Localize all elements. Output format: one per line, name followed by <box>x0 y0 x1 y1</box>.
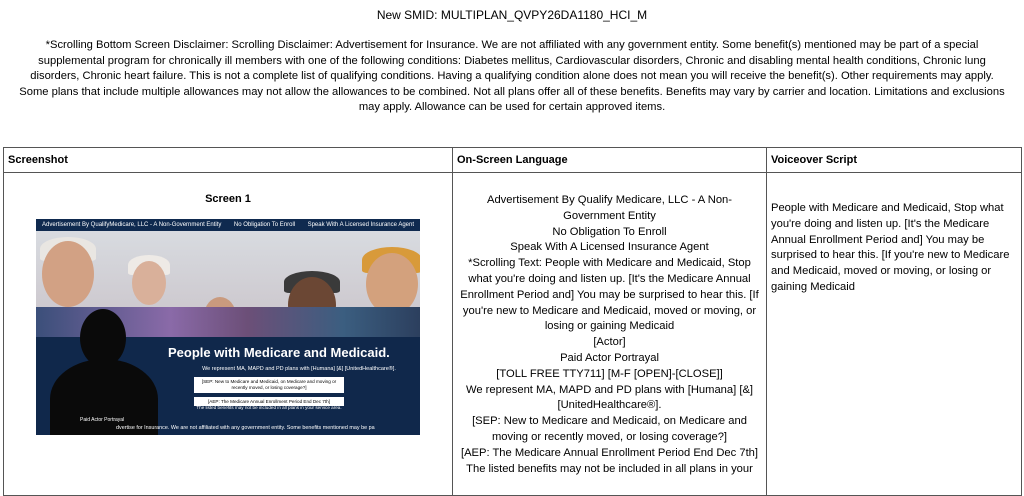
smid-title: New SMID: MULTIPLAN_QVPY26DA1180_HCI_M <box>376 8 648 22</box>
onscreen-line: No Obligation To Enroll <box>552 225 667 238</box>
onscreen-line: [Actor] <box>593 336 626 349</box>
onscreen-line: *Scrolling Text: People with Medicare and Medicaid, Stop what you're doing and listen up. [It's the Medicare Annual Enrollment Period and] You may be surprised to hear this. [If you're new to Medicare and Medicaid, moved or moving, or losing or gaining Medicaid <box>460 257 759 333</box>
screenshot-cell <box>4 173 453 496</box>
onscreen-language-cell <box>453 173 767 496</box>
thumbnail-topbar <box>36 219 420 231</box>
onscreen-line: Advertisement By Qualify Medicare, LLC - A Non-Government Entity <box>487 194 732 222</box>
scrolling-disclaimer: *Scrolling Bottom Screen Disclaimer: Scrolling Disclaimer: Advertisement for Insurance. We are not affiliated with any government entity. Some benefit(s) mentioned may be part of a special supplemental program for chronically ill members with one of the following conditions: Diabetes mellitus, Cardiovascular disorders, Chronic and disabling mental health conditions, Chronic lung disorders, Chronic heart failure. This is not a complete list of qualifying conditions. Having a qualifying condition alone does not mean you will receive the benefit(s). Other requirements may apply. Some plans that include multiple allowances may not allow the allowances to be combined. Not all plans offer all of these benefits. Benefits may vary by carrier and location. Limitations and exclusions may apply. Allowance can be used for certain approved items. <box>19 39 1005 113</box>
column-header-onscreen-language: On-Screen Language <box>453 148 767 173</box>
thumbnail-aep-box: [AEP: The Medicare Annual Enrollment Period End Dec 7th] <box>194 397 344 406</box>
silhouette-body <box>50 359 158 435</box>
voiceover-cell <box>767 173 1022 496</box>
thumbnail-headline: People with Medicare and Medicaid. <box>168 345 390 360</box>
onscreen-line: [AEP: The Medicare Annual Enrollment Period End Dec 7th] <box>460 446 759 459</box>
onscreen-line: Speak With A Licensed Insurance Agent <box>510 241 709 254</box>
onscreen-language <box>453 173 766 477</box>
topbar-left-text: Advertisement By QualifyMedicare, LLC - A Non-Government Entity <box>42 222 222 228</box>
voiceover-script: People with Medicare and Medicaid, Stop what you're doing and listen up. [It's the Medicare Annual Enrollment Period and] You may be surprised to hear this. [If you're new to Medicare and Medicaid, moved or moving, or losing or gaining Medicaid <box>771 202 1010 293</box>
topbar-right-text: Speak With A Licensed Insurance Agent <box>307 222 414 228</box>
person-face <box>132 261 166 305</box>
person-face <box>42 241 94 307</box>
thumbnail-sep-box: [SEP: New to Medicare and Medicaid, on Medicare and moving or recently moved, or losing coverage?] <box>194 377 344 393</box>
thumbnail-benefits-text: The listed benefits may not be included in all plans in your service area. <box>196 405 342 410</box>
onscreen-line: We represent MA, MAPD and PD plans with [Humana] [&] [UnitedHealthcare®]. <box>465 383 754 412</box>
column-header-screenshot: Screenshot <box>4 148 453 173</box>
thumbnail-ticker: dvertise for Insurance. We are not affiliated with any government entity. Some benefits mentioned may be pa <box>116 425 375 431</box>
screen-title: Screen 1 <box>205 193 251 205</box>
onscreen-line: [TOLL FREE TTY711] [M-F [OPEN]-[CLOSE]] <box>496 367 723 380</box>
onscreen-line: Paid Actor Portrayal <box>560 351 659 364</box>
topbar-center-text: No Obligation To Enroll <box>233 222 296 228</box>
table-header-row <box>4 148 1022 173</box>
thumbnail-actor-label: Paid Actor Portrayal <box>80 417 125 423</box>
storyboard-table <box>3 147 1022 496</box>
column-header-voiceover: Voiceover Script <box>767 148 1022 173</box>
onscreen-line: [SEP: New to Medicare and Medicaid, on Medicare and moving or recently moved, or losing coverage?] <box>472 415 747 443</box>
ad-screenshot-thumbnail <box>36 219 420 435</box>
person-face <box>366 253 418 315</box>
onscreen-line: The listed benefits may not be included in all plans in your <box>466 462 753 475</box>
table-row <box>4 173 1022 496</box>
thumbnail-subline: We represent MA, MAPD and PD plans with [Humana] [&] [UnitedHealthcare®]. <box>202 366 396 372</box>
